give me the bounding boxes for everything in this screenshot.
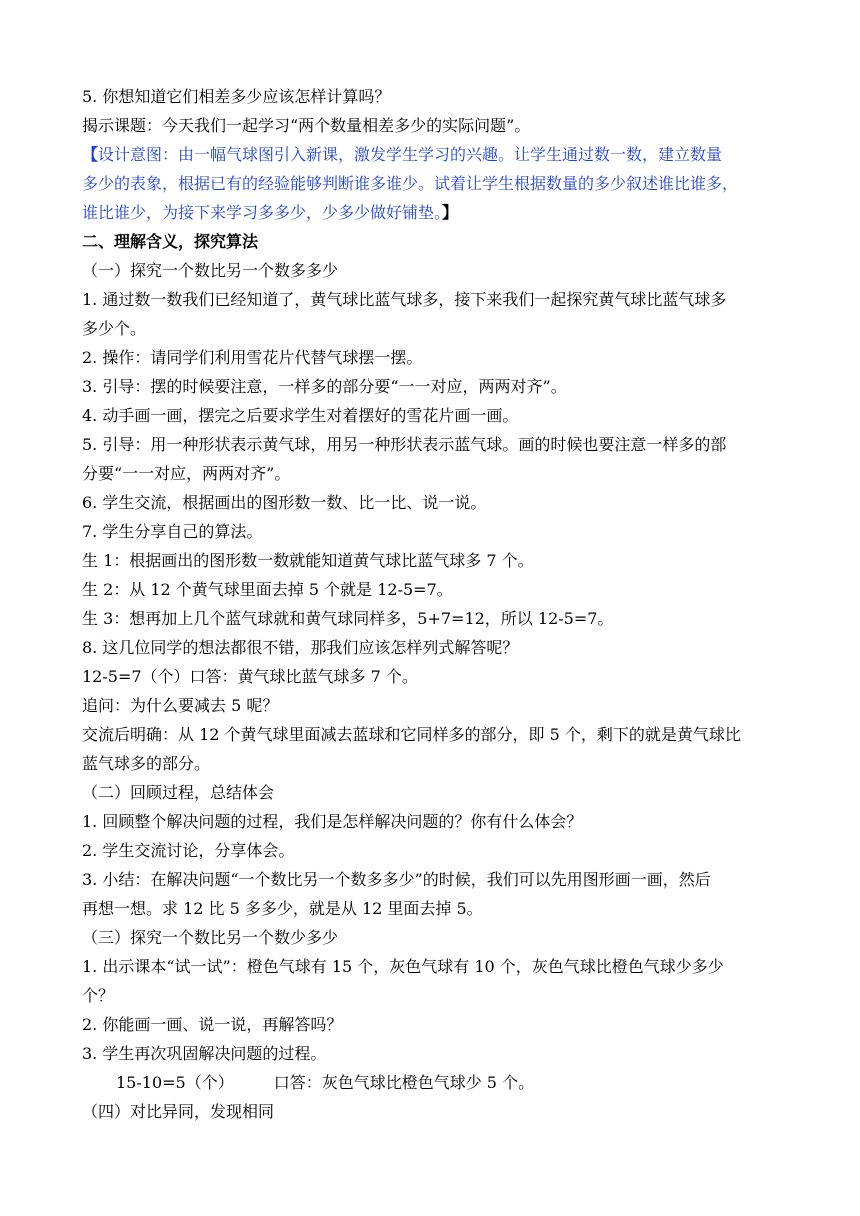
line-text: 5. 引导：用一种形状表示黄气球，用另一种形状表示蓝气球。画的时候也要注意一样多的部 (82, 435, 727, 454)
line-text: 交流后明确：从 12 个黄气球里面减去蓝球和它同样多的部分，即 5 个，剩下的就是黄气球比 (82, 725, 741, 744)
line-text: 生 3：想再加上几个蓝气球就和黄气球同样多，5+7=12，所以 12-5=7。 (82, 609, 614, 628)
line-text: 追问：为什么要减去 5 呢？ (82, 696, 279, 715)
line-text: 3. 小结：在解决问题“一个数比另一个数多多少”的时候，我们可以先用图形画一画，然后 (82, 870, 711, 889)
line-text: 1. 出示课本“试一试”：橙色气球有 15 个，灰色气球有 10 个，灰色气球比橙色气球少多少 (82, 957, 724, 976)
line-text: 8. 这几位同学的想法都很不错，那我们应该怎样列式解答呢？ (82, 638, 519, 657)
section-heading (82, 227, 782, 256)
line-text: 2. 操作：请同学们利用雪花片代替气球摆一摆。 (82, 348, 423, 367)
step-line (82, 285, 782, 314)
subsection-heading (82, 778, 782, 807)
line-text: 2. 学生交流讨论，分享体会。 (82, 841, 295, 860)
step-line (82, 894, 782, 923)
subsection-heading (82, 923, 782, 952)
design-intent-line (82, 140, 782, 169)
line-text: 5. 你想知道它们相差多少应该怎样计算吗？ (82, 87, 391, 106)
step-line (82, 1010, 782, 1039)
line-text: 3. 学生再次巩固解决问题的过程。 (82, 1044, 327, 1063)
design-intent-line (82, 198, 782, 227)
line-text: 1. 通过数一数我们已经知道了，黄气球比蓝气球多，接下来我们一起探究黄气球比蓝气球多 (82, 290, 727, 309)
student-answer-line (82, 604, 782, 633)
line-text: （三）探究一个数比另一个数少多少 (82, 928, 339, 947)
step-line (82, 430, 782, 459)
subsection-heading (82, 256, 782, 285)
equation-line (82, 1068, 782, 1097)
close-bracket: 】 (442, 203, 459, 222)
step-line (82, 981, 782, 1010)
line-text: （四）对比异同，发现相同 (82, 1102, 275, 1121)
equation-line (82, 662, 782, 691)
line-text: 蓝气球多的部分。 (82, 754, 211, 773)
line-text: 12-5=7（个）口答：黄气球比蓝气球多 7 个。 (82, 667, 418, 686)
line-text: （二）回顾过程，总结体会 (82, 783, 275, 802)
step-line (82, 314, 782, 343)
line-text: 6. 学生交流，根据画出的图形数一数、比一比、说一说。 (82, 493, 487, 512)
line-text: 揭示课题：今天我们一起学习“两个数量相差多少的实际问题”。 (82, 116, 531, 135)
equation-text: 15-10=5（个） (116, 1073, 234, 1092)
step-line (82, 343, 782, 372)
line-text: 二、理解含义，探究算法 (82, 232, 259, 251)
step-line (82, 952, 782, 981)
student-answer-line (82, 575, 782, 604)
line-text: 再想一想。求 12 比 5 多多少，就是从 12 里面去掉 5。 (82, 899, 483, 918)
line-text: 4. 动手画一画，摆完之后要求学生对着摆好的雪花片画一画。 (82, 406, 519, 425)
step-line (82, 459, 782, 488)
step-line (82, 836, 782, 865)
question-line (82, 82, 782, 111)
line-text: 分要“一一对应，两两对齐”。 (82, 464, 291, 483)
follow-up-line (82, 691, 782, 720)
line-text: 生 2：从 12 个黄气球里面去掉 5 个就是 12-5=7。 (82, 580, 453, 599)
step-line (82, 372, 782, 401)
subsection-heading (82, 1097, 782, 1126)
line-text: 个？ (82, 986, 115, 1005)
line-text: 2. 你能画一画、说一说，再解答吗？ (82, 1015, 343, 1034)
line-text: 多少个。 (82, 319, 147, 338)
line-text: 7. 学生分享自己的算法。 (82, 522, 263, 541)
step-line (82, 1039, 782, 1068)
open-bracket: 【 (82, 145, 99, 164)
line-text: 设计意图：由一幅气球图引入新课，激发学生学习的兴趣。让学生通过数一数，建立数量 (98, 145, 723, 164)
line-text: 3. 引导：摆的时候要注意，一样多的部分要“一一对应，两两对齐”。 (82, 377, 567, 396)
step-line (82, 633, 782, 662)
step-line (82, 488, 782, 517)
step-line (82, 517, 782, 546)
answer-text: 口答：灰色气球比橙色气球少 5 个。 (273, 1073, 535, 1092)
clarification-line (82, 720, 782, 749)
document-page (82, 82, 782, 1126)
student-answer-line (82, 546, 782, 575)
step-line (82, 865, 782, 894)
line-text: 谁比谁少，为接下来学习多多少，少多少做好铺垫。 (82, 203, 443, 222)
line-text: 多少的表象，根据已有的经验能够判断谁多谁少。试着让学生根据数量的多少叙述谁比谁多， (82, 174, 739, 193)
line-text: 生 1：根据画出的图形数一数就能知道黄气球比蓝气球多 7 个。 (82, 551, 534, 570)
step-line (82, 807, 782, 836)
line-text: 1. 回顾整个解决问题的过程，我们是怎样解决问题的？你有什么体会？ (82, 812, 583, 831)
design-intent-line (82, 169, 782, 198)
line-text: （一）探究一个数比另一个数多多少 (82, 261, 339, 280)
step-line (82, 401, 782, 430)
clarification-line (82, 749, 782, 778)
topic-reveal-line (82, 111, 782, 140)
